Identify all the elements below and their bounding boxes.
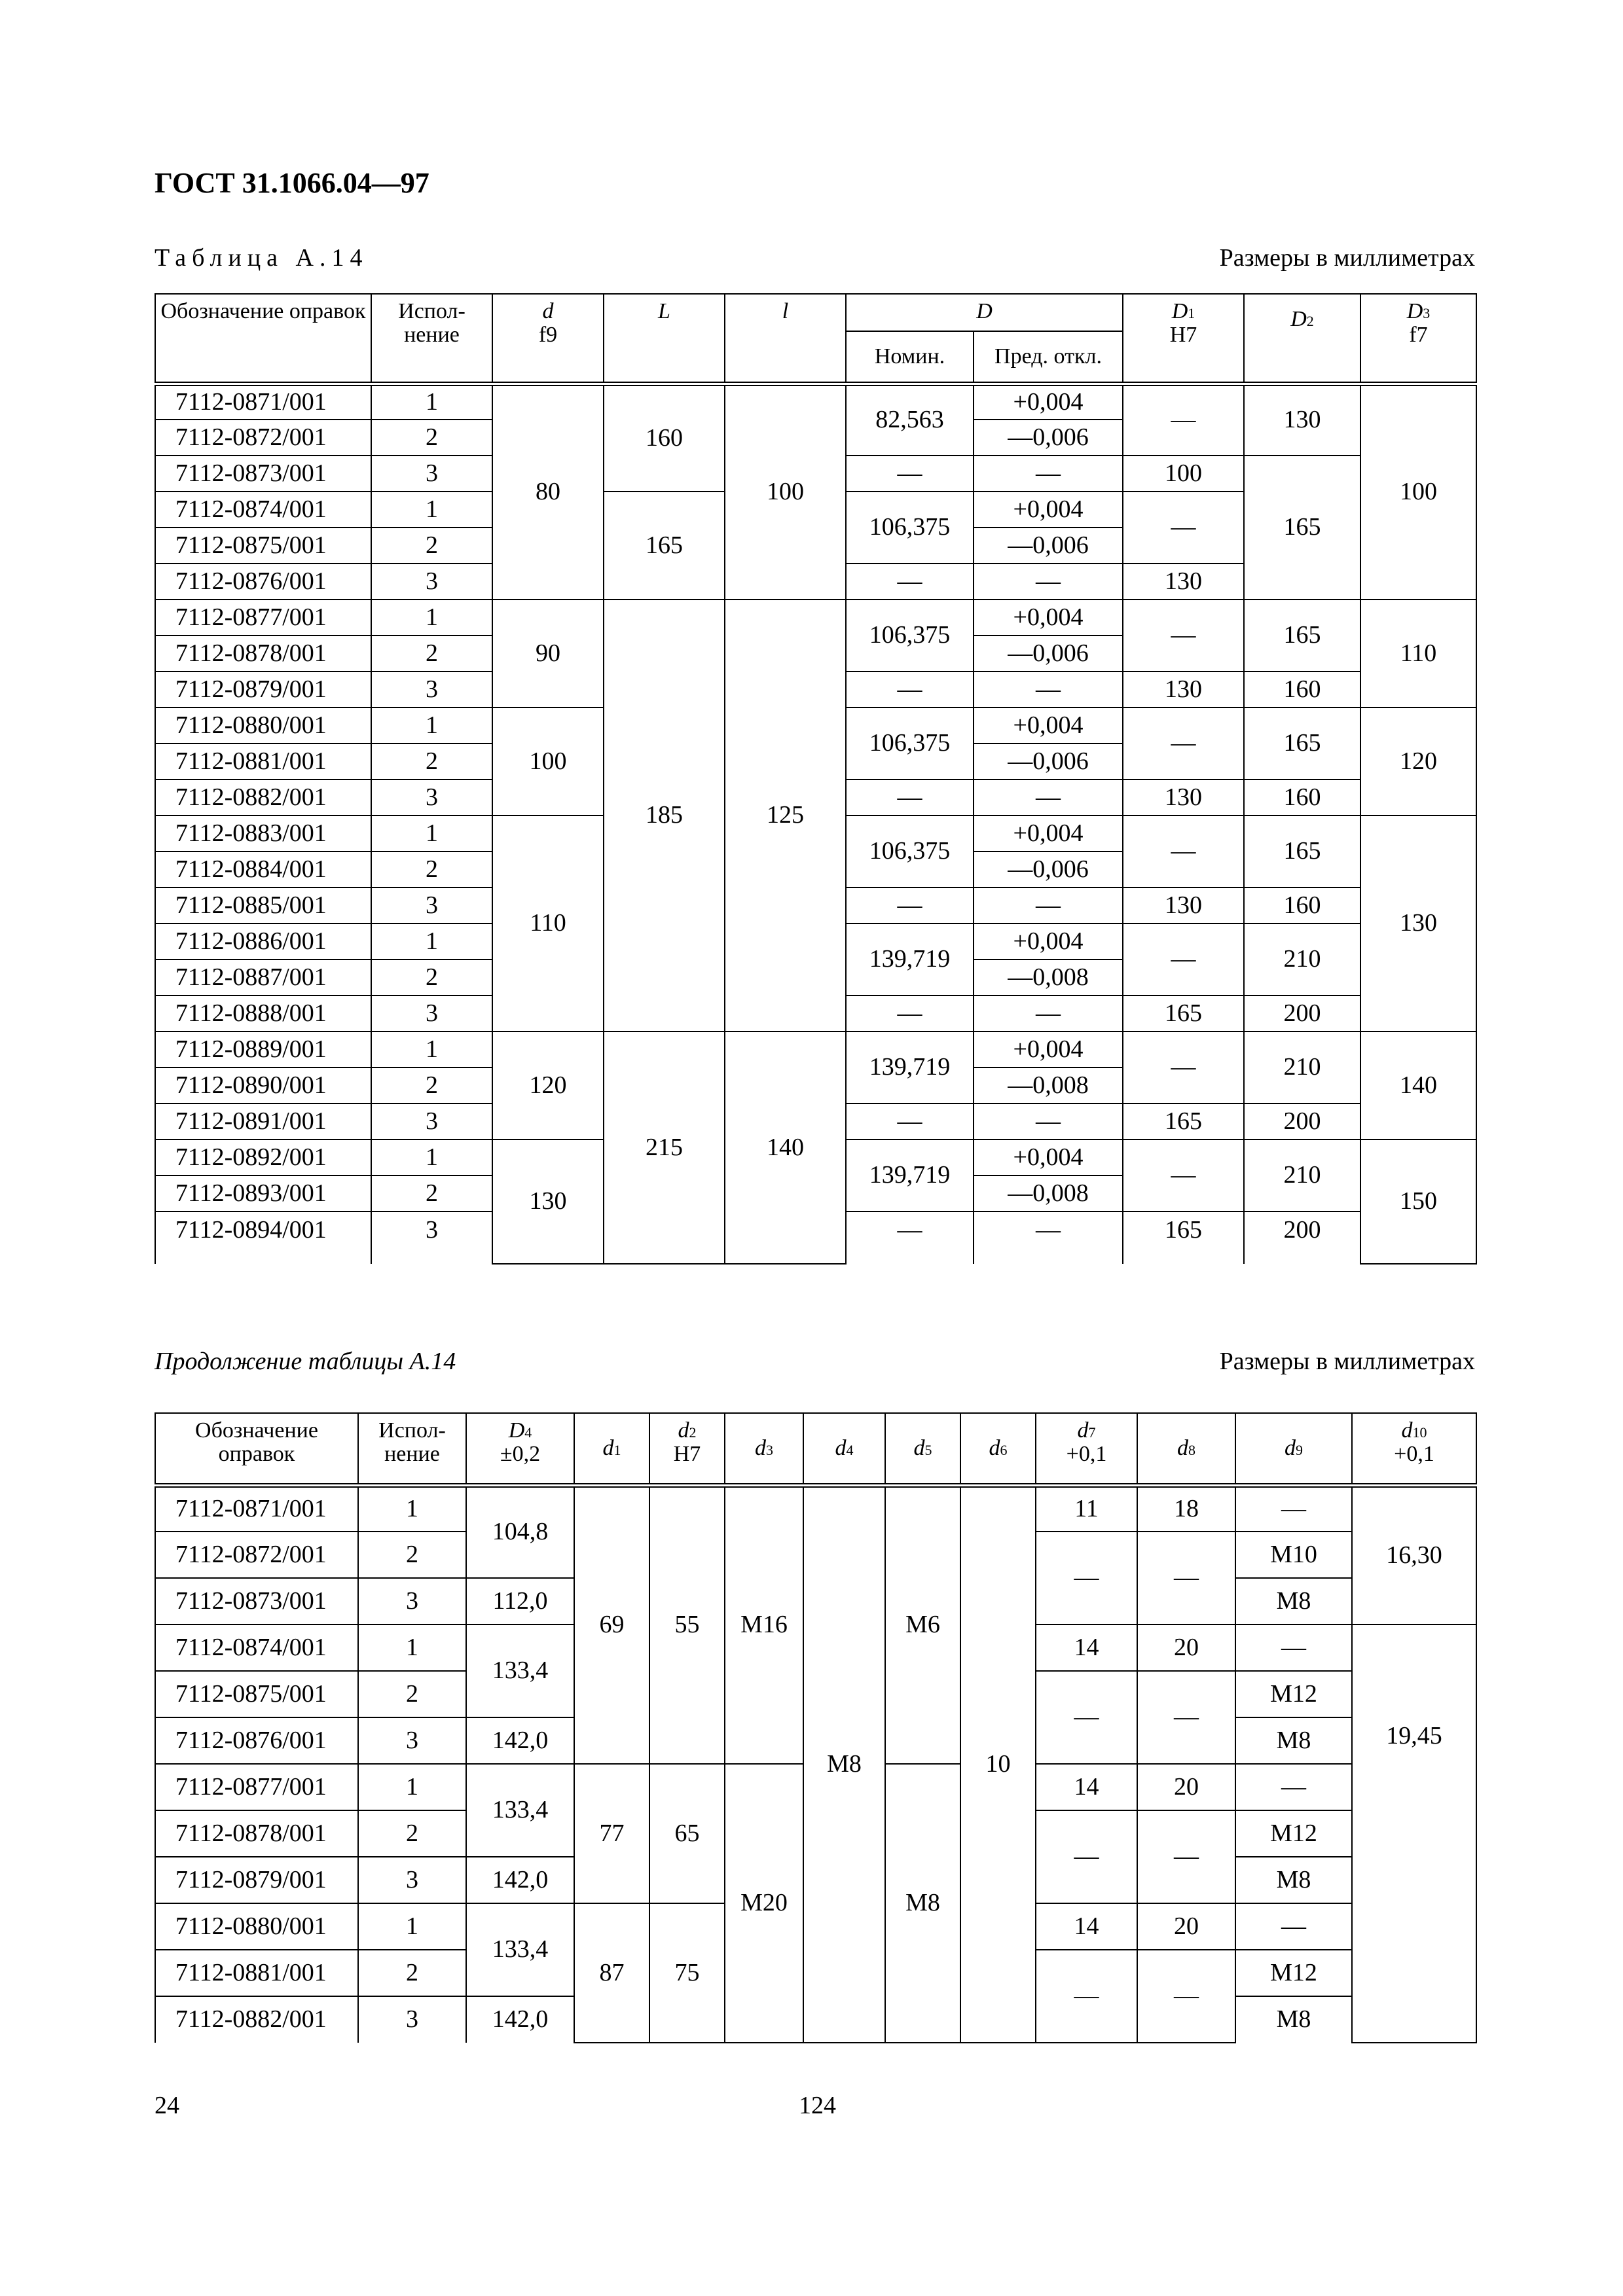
cell-D3: 100 bbox=[1360, 384, 1476, 600]
table-row-version: 2 bbox=[358, 1532, 466, 1578]
table-row-designation: 7112-0881/001 bbox=[155, 744, 371, 780]
cell-d9: M12 bbox=[1235, 1810, 1352, 1857]
table-row-version: 2 bbox=[371, 852, 492, 888]
cell-dev-plus: +0,004 bbox=[974, 492, 1123, 528]
cell-D4: 142,0 bbox=[466, 1857, 574, 1903]
cell-l: 125 bbox=[725, 600, 846, 1031]
table-row-version: 3 bbox=[358, 1996, 466, 2043]
table-row-designation: 7112-0873/001 bbox=[155, 1578, 358, 1624]
table-row-designation: 7112-0875/001 bbox=[155, 1671, 358, 1717]
cell-dev: — bbox=[974, 564, 1123, 600]
cell-dev-plus: +0,004 bbox=[974, 924, 1123, 960]
table-row-version: 3 bbox=[358, 1857, 466, 1903]
cell-D4: 142,0 bbox=[466, 1717, 574, 1764]
cell-D2: 200 bbox=[1244, 1211, 1360, 1264]
cell-l: 140 bbox=[725, 1031, 846, 1264]
cell-dev-minus: —0,006 bbox=[974, 528, 1123, 564]
cell-dev: — bbox=[974, 780, 1123, 816]
table-row-designation: 7112-0891/001 bbox=[155, 1103, 371, 1139]
cell-D-nominal: 139,719 bbox=[846, 924, 974, 996]
cell-d8: 20 bbox=[1137, 1764, 1235, 1810]
cell-d7: 11 bbox=[1036, 1485, 1137, 1532]
table-row-designation: 7112-0879/001 bbox=[155, 672, 371, 708]
cell-d8: 20 bbox=[1137, 1624, 1235, 1671]
cell-dev: — bbox=[974, 672, 1123, 708]
cell-D2: 200 bbox=[1244, 996, 1360, 1031]
cell-dev-minus: —0,008 bbox=[974, 1175, 1123, 1211]
cell-D2: 165 bbox=[1244, 816, 1360, 888]
table-row-designation: 7112-0876/001 bbox=[155, 1717, 358, 1764]
cell-d7: 14 bbox=[1036, 1764, 1137, 1810]
header-D4: D4 ±0,2 bbox=[466, 1413, 574, 1485]
table-row-designation: 7112-0877/001 bbox=[155, 1764, 358, 1810]
table-row-version: 2 bbox=[371, 744, 492, 780]
table-row-designation: 7112-0880/001 bbox=[155, 1903, 358, 1950]
table-row-designation: 7112-0881/001 bbox=[155, 1950, 358, 1996]
cell-D-nominal: — bbox=[846, 564, 974, 600]
cell-D1: 130 bbox=[1123, 564, 1244, 600]
cell-D1: — bbox=[1123, 600, 1244, 672]
cell-dev-minus: —0,006 bbox=[974, 744, 1123, 780]
table-row-version: 1 bbox=[371, 708, 492, 744]
cell-d9: M8 bbox=[1235, 1717, 1352, 1764]
table-row-version: 1 bbox=[371, 1139, 492, 1175]
header-d10: d10 +0,1 bbox=[1352, 1413, 1476, 1485]
table-row-version: 2 bbox=[371, 1067, 492, 1103]
cell-d1: 77 bbox=[574, 1764, 649, 1903]
table-row-designation: 7112-0871/001 bbox=[155, 384, 371, 420]
table-row-designation: 7112-0878/001 bbox=[155, 1810, 358, 1857]
cell-d9: M8 bbox=[1235, 1996, 1352, 2043]
cell-D1: — bbox=[1123, 1139, 1244, 1211]
table-row-version: 3 bbox=[371, 1103, 492, 1139]
table-row-designation: 7112-0887/001 bbox=[155, 960, 371, 996]
header-D-nominal: Номин. bbox=[846, 331, 974, 384]
cell-d: 120 bbox=[492, 1031, 604, 1139]
cell-dev: — bbox=[974, 456, 1123, 492]
cell-d2: 75 bbox=[649, 1903, 725, 2043]
header-designation: Обозначение оправок bbox=[155, 294, 371, 384]
cell-d9: M12 bbox=[1235, 1950, 1352, 1996]
table-row-designation: 7112-0885/001 bbox=[155, 888, 371, 924]
cell-d8: 18 bbox=[1137, 1485, 1235, 1532]
cell-d7: — bbox=[1036, 1532, 1137, 1624]
table-row-designation: 7112-0892/001 bbox=[155, 1139, 371, 1175]
cell-D3: 110 bbox=[1360, 600, 1476, 708]
cell-D3: 140 bbox=[1360, 1031, 1476, 1139]
table-row-version: 1 bbox=[371, 924, 492, 960]
cell-dev-minus: —0,006 bbox=[974, 852, 1123, 888]
table-row-designation: 7112-0883/001 bbox=[155, 816, 371, 852]
header-d6: d6 bbox=[960, 1413, 1036, 1485]
cell-D2: 165 bbox=[1244, 600, 1360, 672]
table-row-designation: 7112-0889/001 bbox=[155, 1031, 371, 1067]
cell-d9: M8 bbox=[1235, 1578, 1352, 1624]
cell-D1: 100 bbox=[1123, 456, 1244, 492]
cell-dev-plus: +0,004 bbox=[974, 816, 1123, 852]
table-row-designation: 7112-0890/001 bbox=[155, 1067, 371, 1103]
cell-D3: 130 bbox=[1360, 816, 1476, 1031]
cell-dev-minus: —0,008 bbox=[974, 960, 1123, 996]
table-row-version: 3 bbox=[371, 888, 492, 924]
cell-D-nominal: — bbox=[846, 888, 974, 924]
header-D: D bbox=[846, 294, 1123, 331]
table-row-version: 3 bbox=[371, 564, 492, 600]
table-row-version: 2 bbox=[371, 1175, 492, 1211]
cell-D2: 165 bbox=[1244, 708, 1360, 780]
cell-D1: 130 bbox=[1123, 780, 1244, 816]
table-row-version: 2 bbox=[358, 1950, 466, 1996]
table-row-designation: 7112-0878/001 bbox=[155, 636, 371, 672]
cell-D-nominal: 106,375 bbox=[846, 708, 974, 780]
table-row-version: 1 bbox=[371, 816, 492, 852]
table-row-designation: 7112-0884/001 bbox=[155, 852, 371, 888]
cell-D2: 160 bbox=[1244, 888, 1360, 924]
header-designation: Обозначение оправок bbox=[155, 1413, 358, 1485]
table-row-designation: 7112-0876/001 bbox=[155, 564, 371, 600]
table1 bbox=[155, 293, 1477, 1265]
cell-D2: 210 bbox=[1244, 1139, 1360, 1211]
header-D2: D2 bbox=[1244, 294, 1360, 384]
header-d: d f9 bbox=[492, 294, 604, 384]
cell-dev-minus: —0,008 bbox=[974, 1067, 1123, 1103]
header-d9: d9 bbox=[1235, 1413, 1352, 1485]
table-row-version: 2 bbox=[371, 960, 492, 996]
cell-d9: — bbox=[1235, 1485, 1352, 1532]
cell-D-nominal: — bbox=[846, 780, 974, 816]
table-row-designation: 7112-0882/001 bbox=[155, 780, 371, 816]
cell-l: 100 bbox=[725, 384, 846, 600]
cell-d7: 14 bbox=[1036, 1624, 1137, 1671]
table-row-version: 3 bbox=[358, 1717, 466, 1764]
cell-d8: — bbox=[1137, 1810, 1235, 1903]
cell-d8: — bbox=[1137, 1950, 1235, 2043]
cell-dev-minus: —0,006 bbox=[974, 420, 1123, 456]
cell-d3: M16 bbox=[725, 1485, 803, 1764]
header-version: Испол-нение bbox=[371, 294, 492, 384]
table-row-version: 3 bbox=[371, 672, 492, 708]
table2-units: Размеры в миллиметрах bbox=[1219, 1348, 1475, 1375]
table-row-version: 2 bbox=[371, 420, 492, 456]
cell-d2: 65 bbox=[649, 1764, 725, 1903]
table-row-designation: 7112-0874/001 bbox=[155, 1624, 358, 1671]
cell-D4: 133,4 bbox=[466, 1764, 574, 1857]
cell-dev: — bbox=[974, 1103, 1123, 1139]
header-d8: d8 bbox=[1137, 1413, 1235, 1485]
cell-D1: — bbox=[1123, 384, 1244, 456]
cell-d9: — bbox=[1235, 1764, 1352, 1810]
cell-d8: — bbox=[1137, 1532, 1235, 1624]
table-row-designation: 7112-0873/001 bbox=[155, 456, 371, 492]
cell-dev-plus: +0,004 bbox=[974, 708, 1123, 744]
cell-D2: 160 bbox=[1244, 780, 1360, 816]
cell-d7: — bbox=[1036, 1671, 1137, 1764]
cell-d7: 14 bbox=[1036, 1903, 1137, 1950]
cell-d7: — bbox=[1036, 1810, 1137, 1903]
cell-d: 100 bbox=[492, 708, 604, 816]
cell-D-nominal: 139,719 bbox=[846, 1139, 974, 1211]
header-d7: d7 +0,1 bbox=[1036, 1413, 1137, 1485]
table-row-designation: 7112-0894/001 bbox=[155, 1211, 371, 1264]
cell-D1: 130 bbox=[1123, 888, 1244, 924]
cell-D2: 210 bbox=[1244, 1031, 1360, 1103]
cell-d9: M8 bbox=[1235, 1857, 1352, 1903]
cell-D1: 165 bbox=[1123, 1211, 1244, 1264]
cell-D-nominal: — bbox=[846, 456, 974, 492]
table-row-version: 2 bbox=[371, 528, 492, 564]
header-D3: D3 f7 bbox=[1360, 294, 1476, 384]
cell-L: 185 bbox=[604, 600, 725, 1031]
table1-caption: Таблица А.14 bbox=[155, 244, 369, 272]
cell-L: 215 bbox=[604, 1031, 725, 1264]
table-row-designation: 7112-0880/001 bbox=[155, 708, 371, 744]
table-row-version: 3 bbox=[371, 456, 492, 492]
table2-caption: Продолжение таблицы А.14 bbox=[155, 1348, 456, 1375]
table-row-version: 3 bbox=[371, 996, 492, 1031]
cell-d2: 55 bbox=[649, 1485, 725, 1764]
table-row-designation: 7112-0877/001 bbox=[155, 600, 371, 636]
cell-dev: — bbox=[974, 1211, 1123, 1264]
table-row-designation: 7112-0882/001 bbox=[155, 1996, 358, 2043]
cell-d10: 16,30 bbox=[1352, 1485, 1476, 1624]
cell-D-nominal: — bbox=[846, 672, 974, 708]
table-row-version: 1 bbox=[371, 384, 492, 420]
cell-D2: 210 bbox=[1244, 924, 1360, 996]
header-d4: d4 bbox=[803, 1413, 885, 1485]
header-d1: d1 bbox=[574, 1413, 649, 1485]
cell-D1: — bbox=[1123, 492, 1244, 564]
cell-d: 80 bbox=[492, 384, 604, 600]
cell-d5: M8 bbox=[885, 1764, 960, 2043]
header-d5: d5 bbox=[885, 1413, 960, 1485]
cell-d6: 10 bbox=[960, 1485, 1036, 2043]
cell-D2: 160 bbox=[1244, 672, 1360, 708]
table-row-designation: 7112-0888/001 bbox=[155, 996, 371, 1031]
table1-units: Размеры в миллиметрах bbox=[1219, 244, 1475, 272]
header-D1: D1 H7 bbox=[1123, 294, 1244, 384]
table-row-version: 1 bbox=[371, 492, 492, 528]
cell-D4: 104,8 bbox=[466, 1485, 574, 1578]
cell-D-nominal: 106,375 bbox=[846, 600, 974, 672]
table-row-version: 2 bbox=[358, 1810, 466, 1857]
page-number-center: 124 bbox=[799, 2092, 836, 2119]
table-row-version: 1 bbox=[358, 1764, 466, 1810]
table-row-version: 3 bbox=[358, 1578, 466, 1624]
cell-L: 165 bbox=[604, 492, 725, 600]
cell-D3: 120 bbox=[1360, 708, 1476, 816]
cell-D4: 133,4 bbox=[466, 1903, 574, 1996]
cell-dev-plus: +0,004 bbox=[974, 1031, 1123, 1067]
document-title: ГОСТ 31.1066.04—97 bbox=[155, 167, 429, 199]
cell-dev: — bbox=[974, 888, 1123, 924]
table-row-designation: 7112-0871/001 bbox=[155, 1485, 358, 1532]
cell-D-nominal: 139,719 bbox=[846, 1031, 974, 1103]
cell-d9: M12 bbox=[1235, 1671, 1352, 1717]
table-row-version: 1 bbox=[358, 1624, 466, 1671]
page-number-left: 24 bbox=[155, 2092, 179, 2119]
header-l: l bbox=[725, 294, 846, 384]
cell-d3: M20 bbox=[725, 1764, 803, 2043]
table-row-designation: 7112-0875/001 bbox=[155, 528, 371, 564]
cell-D4: 142,0 bbox=[466, 1996, 574, 2043]
cell-d: 130 bbox=[492, 1139, 604, 1264]
table-row-version: 2 bbox=[358, 1671, 466, 1717]
cell-D-nominal: — bbox=[846, 1103, 974, 1139]
cell-d9: M10 bbox=[1235, 1532, 1352, 1578]
cell-D4: 133,4 bbox=[466, 1624, 574, 1717]
cell-d: 110 bbox=[492, 816, 604, 1031]
cell-D1: 130 bbox=[1123, 672, 1244, 708]
cell-D-nominal: 106,375 bbox=[846, 816, 974, 888]
cell-D1: — bbox=[1123, 1031, 1244, 1103]
cell-D-nominal: 106,375 bbox=[846, 492, 974, 564]
cell-D2: 130 bbox=[1244, 384, 1360, 456]
table-row-designation: 7112-0893/001 bbox=[155, 1175, 371, 1211]
header-d2: d2 H7 bbox=[649, 1413, 725, 1485]
cell-D2: 165 bbox=[1244, 456, 1360, 600]
header-L: L bbox=[604, 294, 725, 384]
table-row-version: 1 bbox=[358, 1903, 466, 1950]
table-row-version: 1 bbox=[371, 600, 492, 636]
cell-dev-minus: —0,006 bbox=[974, 636, 1123, 672]
cell-D1: — bbox=[1123, 816, 1244, 888]
cell-D1: — bbox=[1123, 924, 1244, 996]
cell-d8: 20 bbox=[1137, 1903, 1235, 1950]
cell-D-nominal: — bbox=[846, 1211, 974, 1264]
cell-D1: 165 bbox=[1123, 1103, 1244, 1139]
cell-dev-plus: +0,004 bbox=[974, 1139, 1123, 1175]
cell-dev: — bbox=[974, 996, 1123, 1031]
cell-dev-plus: +0,004 bbox=[974, 600, 1123, 636]
cell-D3: 150 bbox=[1360, 1139, 1476, 1264]
cell-D1: 165 bbox=[1123, 996, 1244, 1031]
cell-L: 160 bbox=[604, 384, 725, 492]
table-row-designation: 7112-0872/001 bbox=[155, 1532, 358, 1578]
cell-d5: M6 bbox=[885, 1485, 960, 1764]
cell-d1: 87 bbox=[574, 1903, 649, 2043]
table-row-designation: 7112-0886/001 bbox=[155, 924, 371, 960]
table-row-version: 1 bbox=[358, 1485, 466, 1532]
table-row-designation: 7112-0872/001 bbox=[155, 420, 371, 456]
cell-d9: — bbox=[1235, 1624, 1352, 1671]
header-version: Испол-нение bbox=[358, 1413, 466, 1485]
cell-D2: 200 bbox=[1244, 1103, 1360, 1139]
table-row-designation: 7112-0874/001 bbox=[155, 492, 371, 528]
table-row-version: 3 bbox=[371, 780, 492, 816]
cell-dev-plus: +0,004 bbox=[974, 384, 1123, 420]
cell-D-nominal: — bbox=[846, 996, 974, 1031]
cell-d4: M8 bbox=[803, 1485, 885, 2043]
cell-D-nominal: 82,563 bbox=[846, 384, 974, 456]
cell-d9: — bbox=[1235, 1903, 1352, 1950]
cell-d: 90 bbox=[492, 600, 604, 708]
cell-d7: — bbox=[1036, 1950, 1137, 2043]
header-d3: d3 bbox=[725, 1413, 803, 1485]
table-row-version: 1 bbox=[371, 1031, 492, 1067]
cell-d1: 69 bbox=[574, 1485, 649, 1764]
cell-D1: — bbox=[1123, 708, 1244, 780]
table2 bbox=[155, 1412, 1477, 2043]
table-row-designation: 7112-0879/001 bbox=[155, 1857, 358, 1903]
cell-d8: — bbox=[1137, 1671, 1235, 1764]
table-row-version: 3 bbox=[371, 1211, 492, 1264]
table-row-version: 2 bbox=[371, 636, 492, 672]
header-D-deviation: Пред. откл. bbox=[974, 331, 1123, 384]
cell-d10: 19,45 bbox=[1352, 1624, 1476, 2043]
cell-D4: 112,0 bbox=[466, 1578, 574, 1624]
